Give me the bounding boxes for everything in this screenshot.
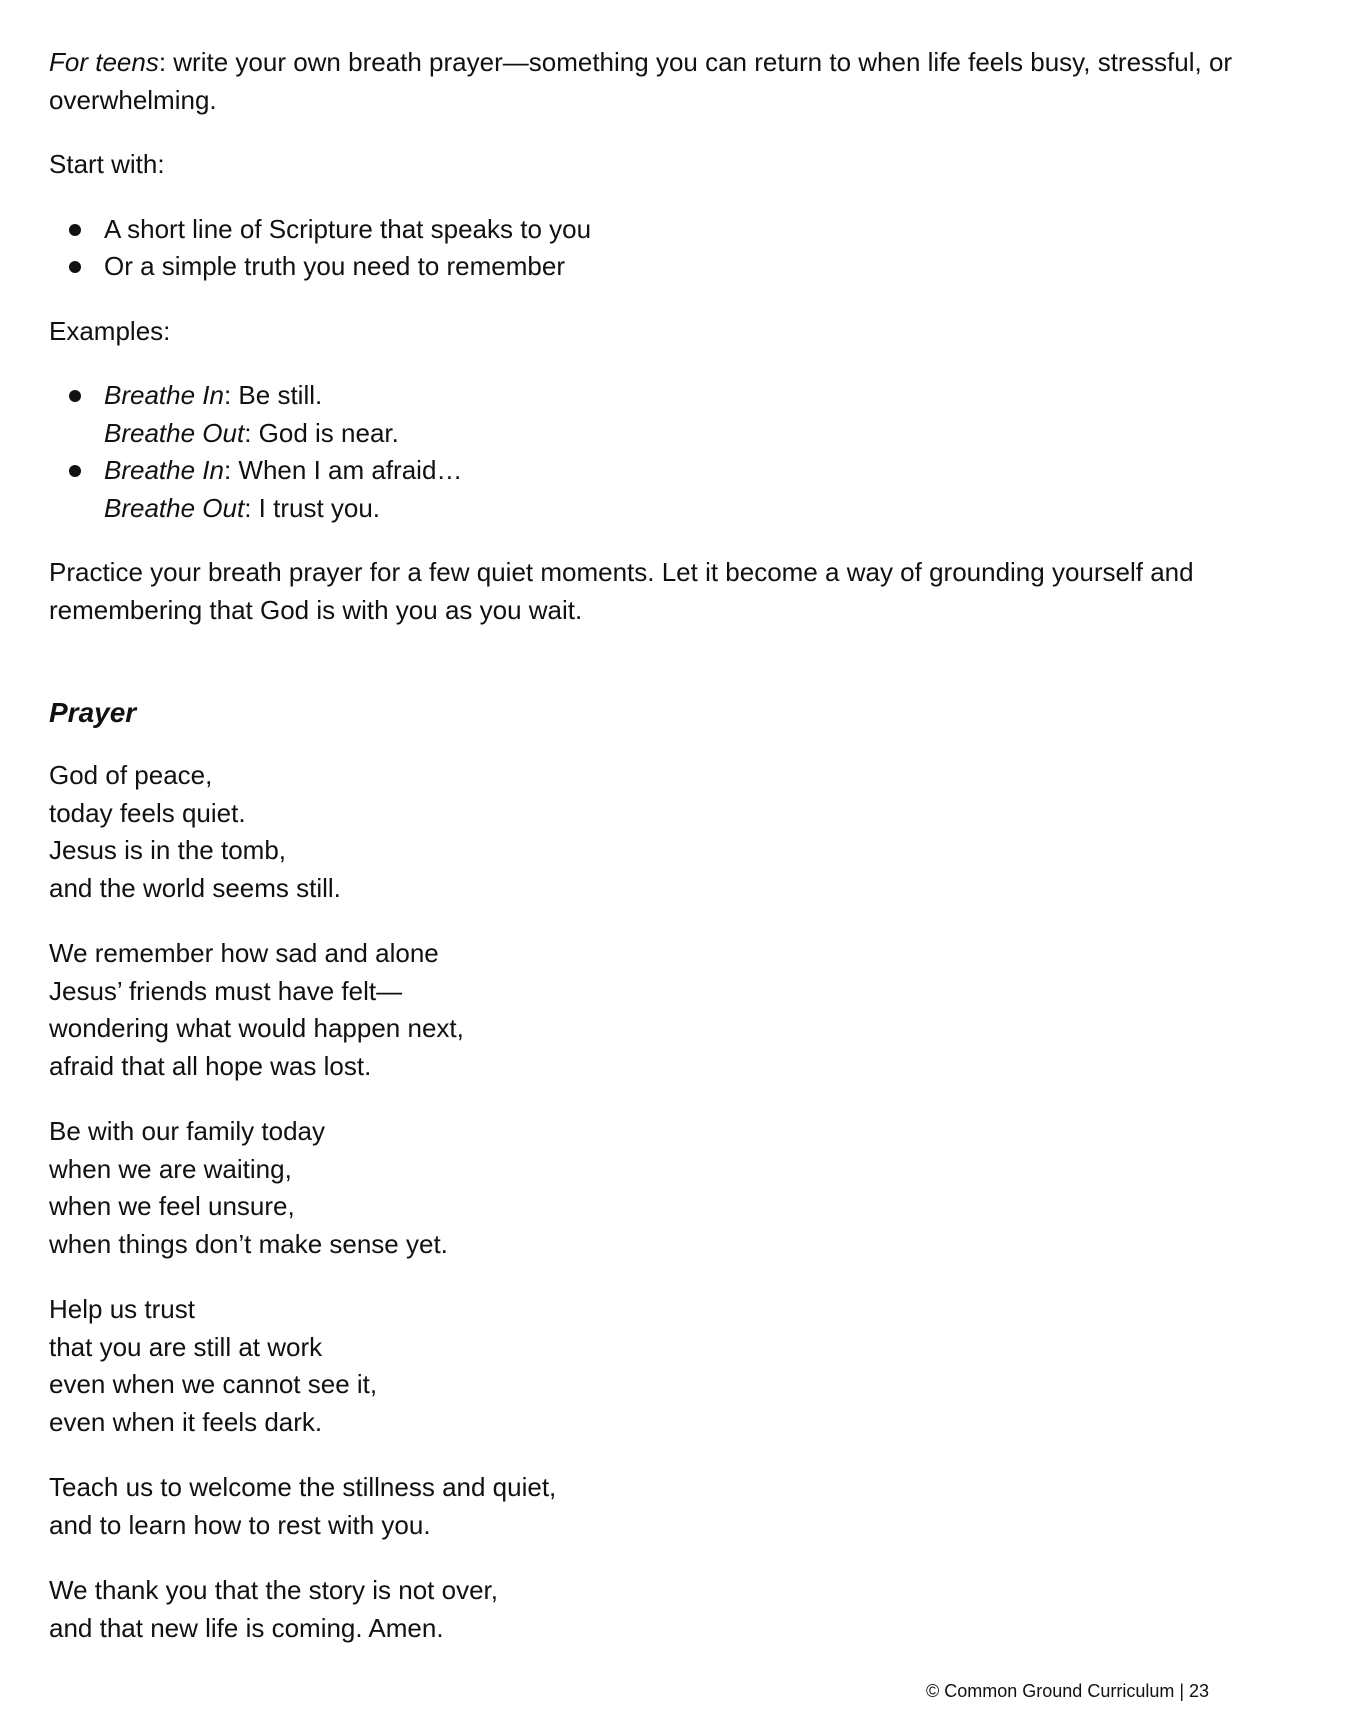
- breathe-out-text: : God is near.: [244, 417, 399, 448]
- prayer-line: and that new life is coming. Amen.: [49, 1612, 444, 1643]
- breathe-in-text: : Be still.: [223, 380, 323, 410]
- breathe-out-label: Breathe Out: [104, 492, 245, 523]
- intro-lead: For teens: [49, 47, 159, 77]
- document-page: [49, 44, 1319, 1675]
- breathe-out-label: Breathe Out: [104, 417, 245, 448]
- prayer-line: when we feel unsure,: [49, 1191, 295, 1221]
- prayer-line: today feels quiet.: [49, 797, 246, 828]
- examples-label: Examples:: [49, 315, 171, 346]
- breathe-out-line: [104, 490, 1319, 528]
- prayer-line: Be with our family today: [49, 1116, 326, 1146]
- prayer-line: Teach us to welcome the stillness and quiet,: [49, 1472, 557, 1502]
- prayer-line: even when it feels dark.: [49, 1406, 323, 1437]
- prayer-line: Help us trust: [49, 1294, 195, 1324]
- breathe-in-text: : When I am afraid…: [223, 455, 463, 485]
- prayer-line: We thank you that the story is not over,: [49, 1575, 498, 1605]
- prayer-line: Jesus’ friends must have felt—: [49, 975, 403, 1006]
- breathe-in-label: Breathe In: [104, 455, 224, 485]
- list-item: A short line of Scripture that speaks to you: [104, 211, 1319, 249]
- prayer-line: that you are still at work: [49, 1331, 323, 1362]
- prayer-stanza: [49, 757, 1319, 907]
- prayer-heading: Prayer: [49, 697, 137, 728]
- example-item: [104, 377, 1319, 452]
- prayer-line: Jesus is in the tomb,: [49, 835, 286, 865]
- breathe-in-line: [104, 377, 1319, 415]
- breathe-out-text: : I trust you.: [244, 492, 381, 523]
- list-item: Or a simple truth you need to remember: [104, 248, 1319, 286]
- prayer-line: God of peace,: [49, 760, 213, 790]
- start-with-list: [49, 211, 1319, 286]
- prayer-line: We remember how sad and alone: [49, 938, 439, 968]
- prayer-line: even when we cannot see it,: [49, 1369, 378, 1399]
- breathe-out-line: [104, 415, 1319, 453]
- prayer-stanza: [49, 1469, 1319, 1544]
- page-footer: © Common Ground Curriculum | 23: [926, 1681, 1210, 1701]
- prayer-stanza: [49, 935, 1319, 1085]
- prayer-line: when things don’t make sense yet.: [49, 1228, 448, 1259]
- breathe-in-label: Breathe In: [104, 380, 224, 410]
- prayer-stanza: [49, 1572, 1319, 1647]
- examples-list: [49, 377, 1319, 527]
- prayer-line: wondering what would happen next,: [49, 1013, 464, 1043]
- prayer-line: and to learn how to rest with you.: [49, 1509, 431, 1540]
- breathe-in-line: [104, 452, 1319, 490]
- example-item: [104, 452, 1319, 527]
- intro-text: : write your own breath prayer—something you can return to when life feels busy, stressful, or overwhelming.: [49, 47, 1233, 115]
- prayer-line: afraid that all hope was lost.: [49, 1050, 372, 1081]
- start-with-label: Start with:: [49, 149, 165, 179]
- prayer-line: when we are waiting,: [49, 1153, 292, 1184]
- practice-paragraph: Practice your breath prayer for a few quiet moments. Let it become a way of grounding yourself and remembering that God is with you as you wait.: [49, 557, 1194, 625]
- prayer-stanza: [49, 1113, 1319, 1263]
- prayer-line: and the world seems still.: [49, 872, 341, 903]
- prayer-stanza: [49, 1291, 1319, 1441]
- intro-paragraph: [49, 44, 1319, 119]
